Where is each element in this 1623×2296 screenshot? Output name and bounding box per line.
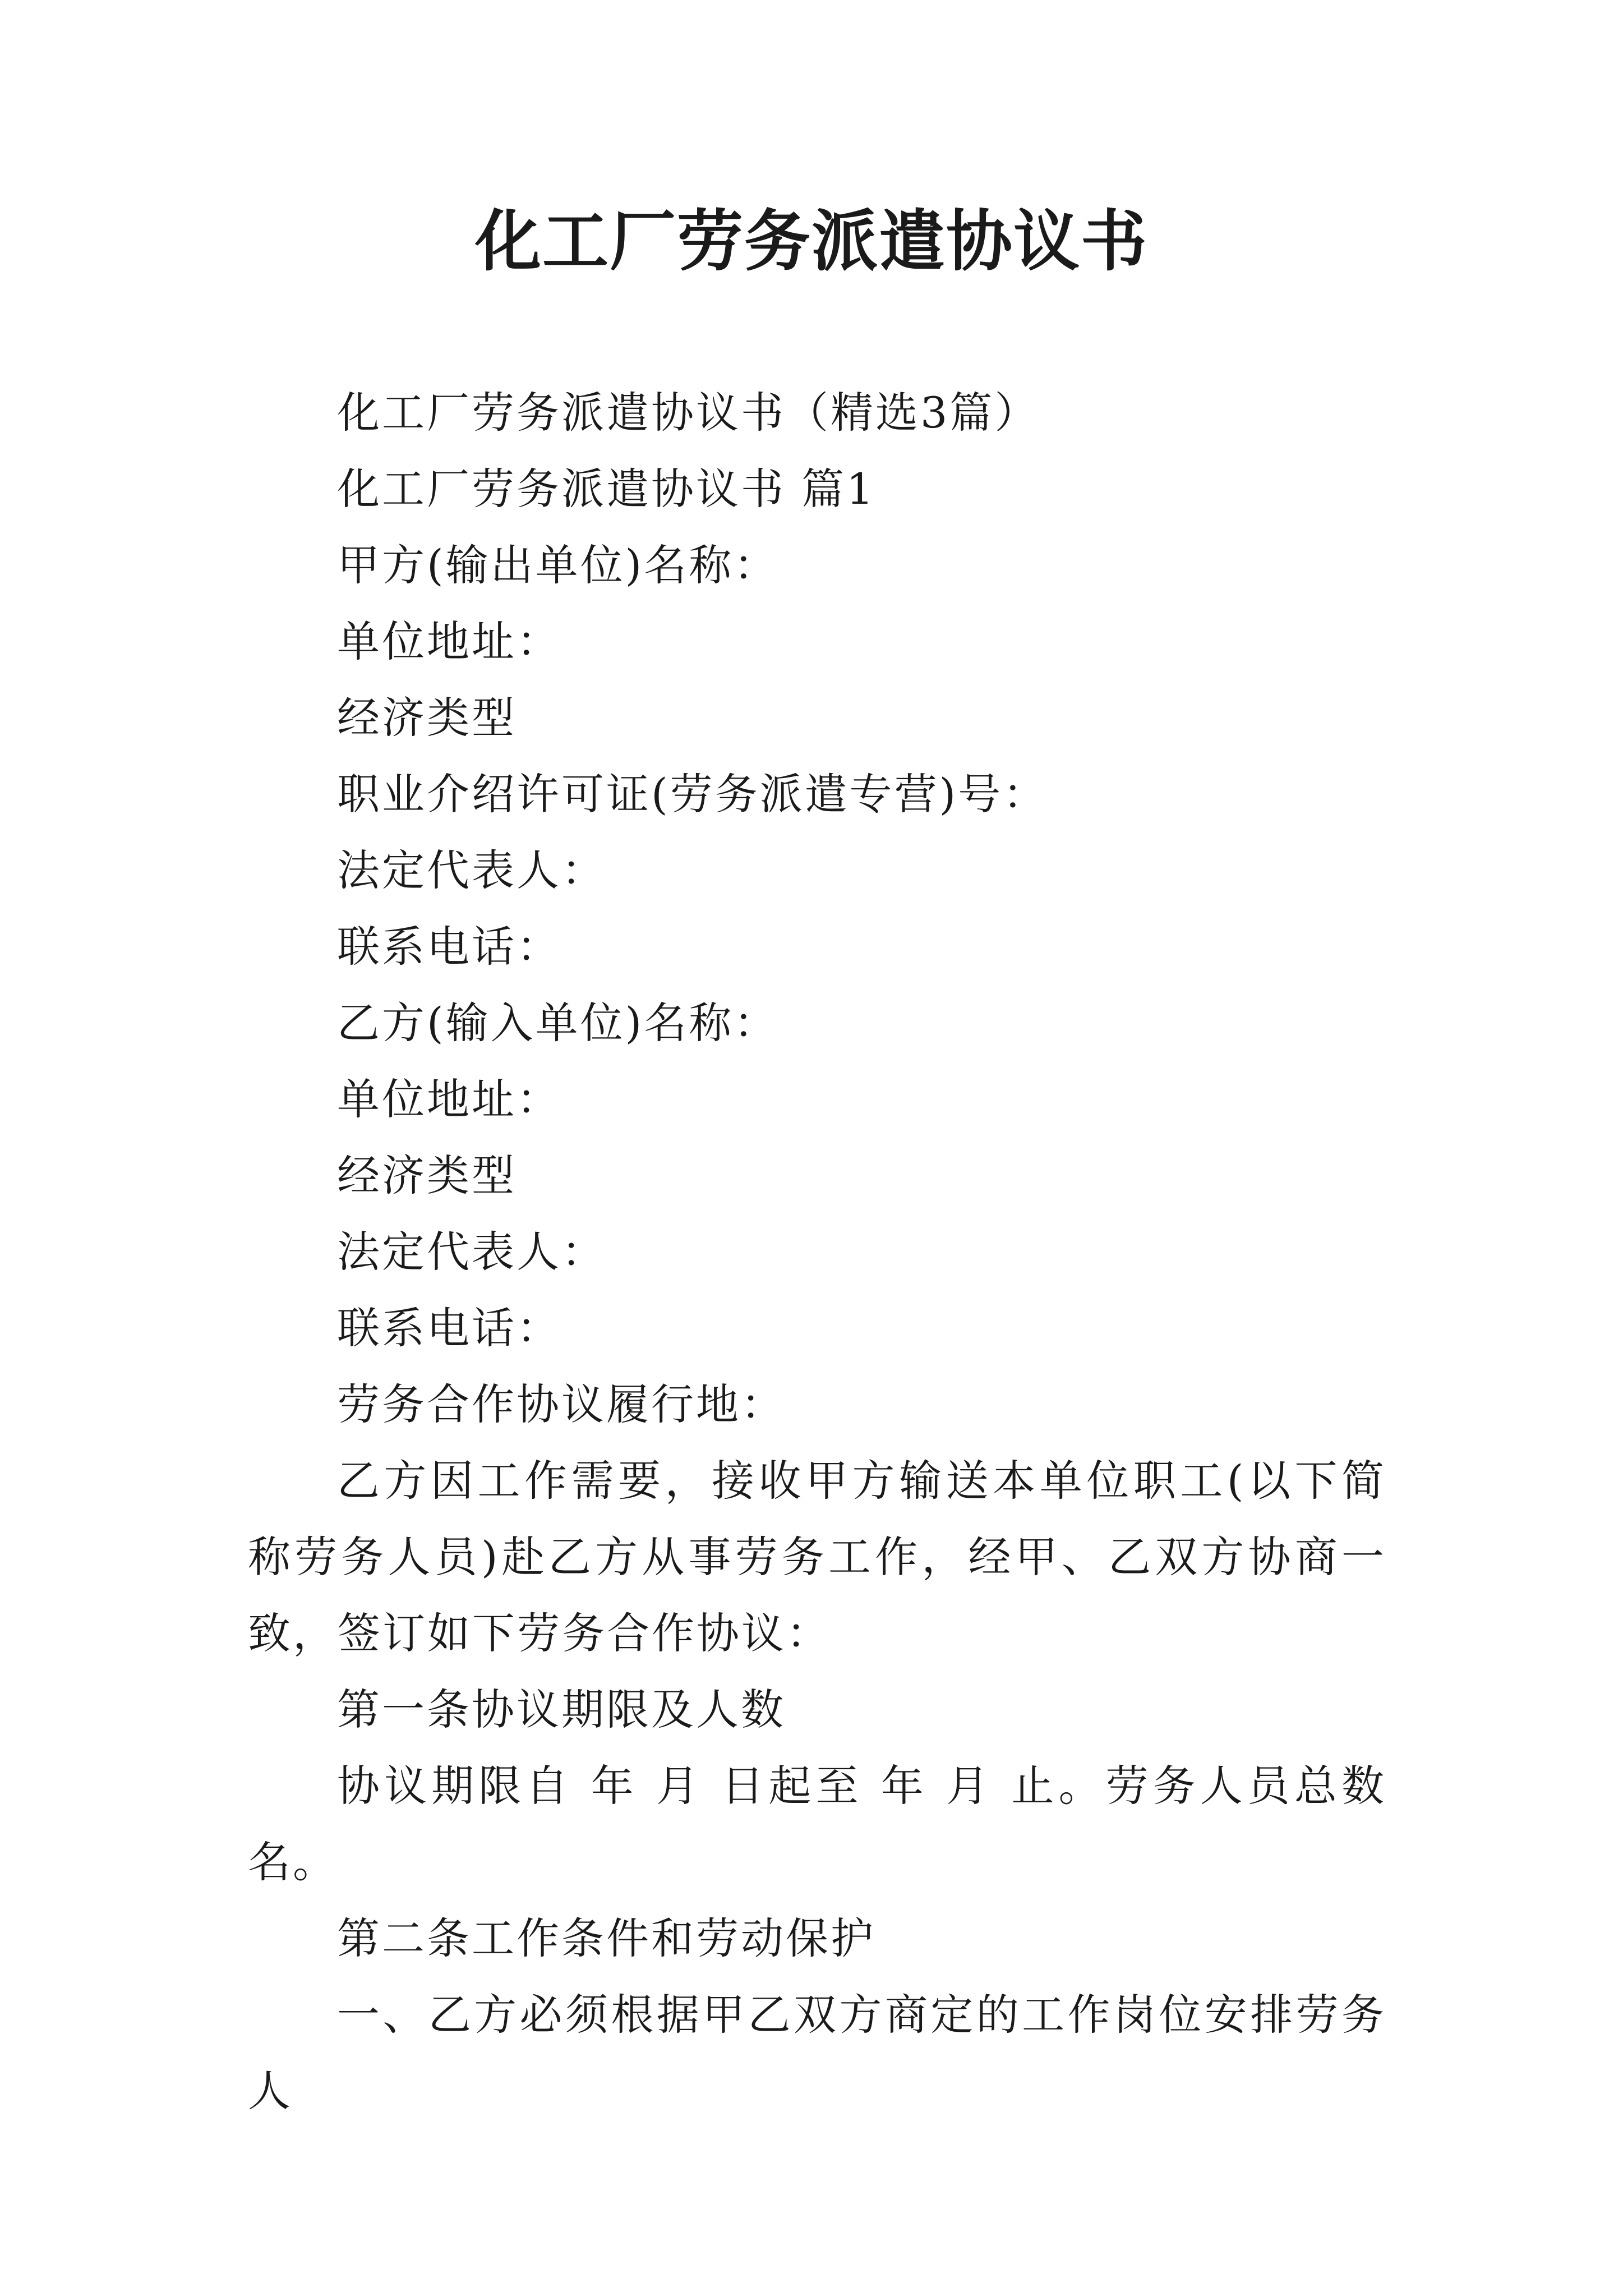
paragraph-article-heading: 化工厂劳务派遣协议书 篇1 (337, 464, 876, 514)
paragraph-preamble: 乙方因工作需要，接收甲方输送本单位职工(以下简称劳务人员)赴乙方从事劳务工作，经甲、乙双方协商一致，签订如下劳务合作协议： (248, 1456, 1386, 1658)
paragraph-party-b-name: 乙方(输入单位)名称： (337, 998, 779, 1048)
paragraph-article-2-item-1: 一、乙方必须根据甲乙双方商定的工作岗位安排劳务人 (248, 1990, 1386, 2116)
paragraph-article-1-body: 协议期限自 年 月 日起至 年 月 止。劳务人员总数 名。 (248, 1761, 1386, 1887)
paragraph-party-a-address: 单位地址： (337, 616, 561, 666)
paragraph-party-a-name: 甲方(输出单位)名称： (337, 540, 779, 590)
document-title: 化工厂劳务派遣协议书 (474, 202, 1148, 280)
paragraph-party-b-economic-type: 经济类型 (337, 1151, 517, 1200)
paragraph-party-b-phone: 联系电话： (337, 1303, 561, 1353)
paragraph-party-a-economic-type: 经济类型 (337, 693, 517, 743)
paragraph-party-b-representative: 法定代表人： (337, 1227, 606, 1277)
paragraph-article-2-heading: 第二条工作条件和劳动保护 (337, 1913, 875, 1963)
paragraph-performance-location: 劳务合作协议履行地： (337, 1379, 786, 1429)
paragraph-party-a-license: 职业介绍许可证(劳务派遣专营)号： (337, 769, 1048, 819)
paragraph-party-b-address: 单位地址： (337, 1074, 561, 1124)
paragraph-party-a-phone: 联系电话： (337, 922, 561, 972)
paragraph-collection-heading: 化工厂劳务派遣协议书（精选3篇） (337, 388, 1040, 438)
paragraph-party-a-representative: 法定代表人： (337, 845, 606, 895)
paragraph-article-1-heading: 第一条协议期限及人数 (337, 1685, 786, 1734)
document-body (248, 375, 1386, 2129)
